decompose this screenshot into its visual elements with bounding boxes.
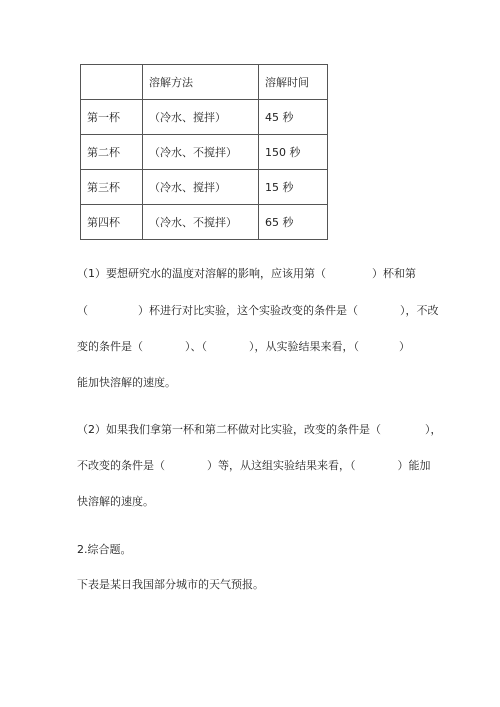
table-row — [81, 205, 328, 240]
table-header-row — [81, 65, 328, 100]
question-text: （ — [77, 304, 88, 317]
table-header-cell: 溶解方法 — [143, 65, 259, 100]
table-cell: 45 秒 — [259, 100, 328, 135]
table-cell: （冷水、不搅拌） — [143, 135, 259, 170]
question-text: ）杯和第 — [372, 267, 416, 280]
table-cell: 第三杯 — [81, 170, 143, 205]
question-text: 不改变的条件是（ — [77, 459, 165, 472]
table-cell: 150 秒 — [259, 135, 328, 170]
question-text: ）等，从这组实验结果来看，（ — [207, 459, 356, 472]
question-1-line-2 — [77, 304, 439, 318]
table-header-cell: 溶解时间 — [259, 65, 328, 100]
question-2-line-3 — [77, 495, 154, 509]
experiment-table — [80, 64, 328, 240]
table-header-cell — [81, 65, 143, 100]
question-text: ），不改 — [400, 304, 439, 317]
question-text: ） — [399, 340, 410, 353]
table-row — [81, 170, 328, 205]
table-cell: 15 秒 — [259, 170, 328, 205]
table-cell: 第一杯 — [81, 100, 143, 135]
table-cell: 65 秒 — [259, 205, 328, 240]
question-text: 变的条件是（ — [77, 340, 143, 353]
question-1-line-4 — [77, 376, 176, 390]
question-text: ），从实验结果来看，（ — [249, 340, 359, 353]
question-1-line-1 — [77, 267, 416, 281]
question-text: 能加快溶解的速度。 — [77, 376, 176, 389]
question-text: ）杯进行对比实验，这个实验改变的条件是（ — [138, 304, 358, 317]
table-cell: （冷水、搅拌） — [143, 100, 259, 135]
question-2-line-1 — [77, 423, 442, 437]
table-row — [81, 100, 328, 135]
table-row — [81, 135, 328, 170]
question-text: ）、（ — [185, 340, 207, 353]
table-cell: （冷水、搅拌） — [143, 170, 259, 205]
question-text: ）， — [425, 423, 442, 436]
table-cell: 第四杯 — [81, 205, 143, 240]
question-text: 快溶解的速度。 — [77, 495, 154, 508]
question-2-line-2 — [77, 459, 431, 473]
question-text: ）能加 — [397, 459, 431, 472]
section-title: 2.综合题。 — [77, 543, 132, 556]
table-cell: 第二杯 — [81, 135, 143, 170]
table-cell: （冷水、不搅拌） — [143, 205, 259, 240]
question-text: （2）如果我们拿第一杯和第二杯做对比实验，改变的条件是（ — [77, 423, 381, 436]
question-text: （1）要想研究水的温度对溶解的影响，应该用第（ — [77, 267, 326, 280]
question-1-line-3 — [77, 340, 410, 354]
section-intro: 下表是某日我国部分城市的天气预报。 — [77, 578, 264, 591]
